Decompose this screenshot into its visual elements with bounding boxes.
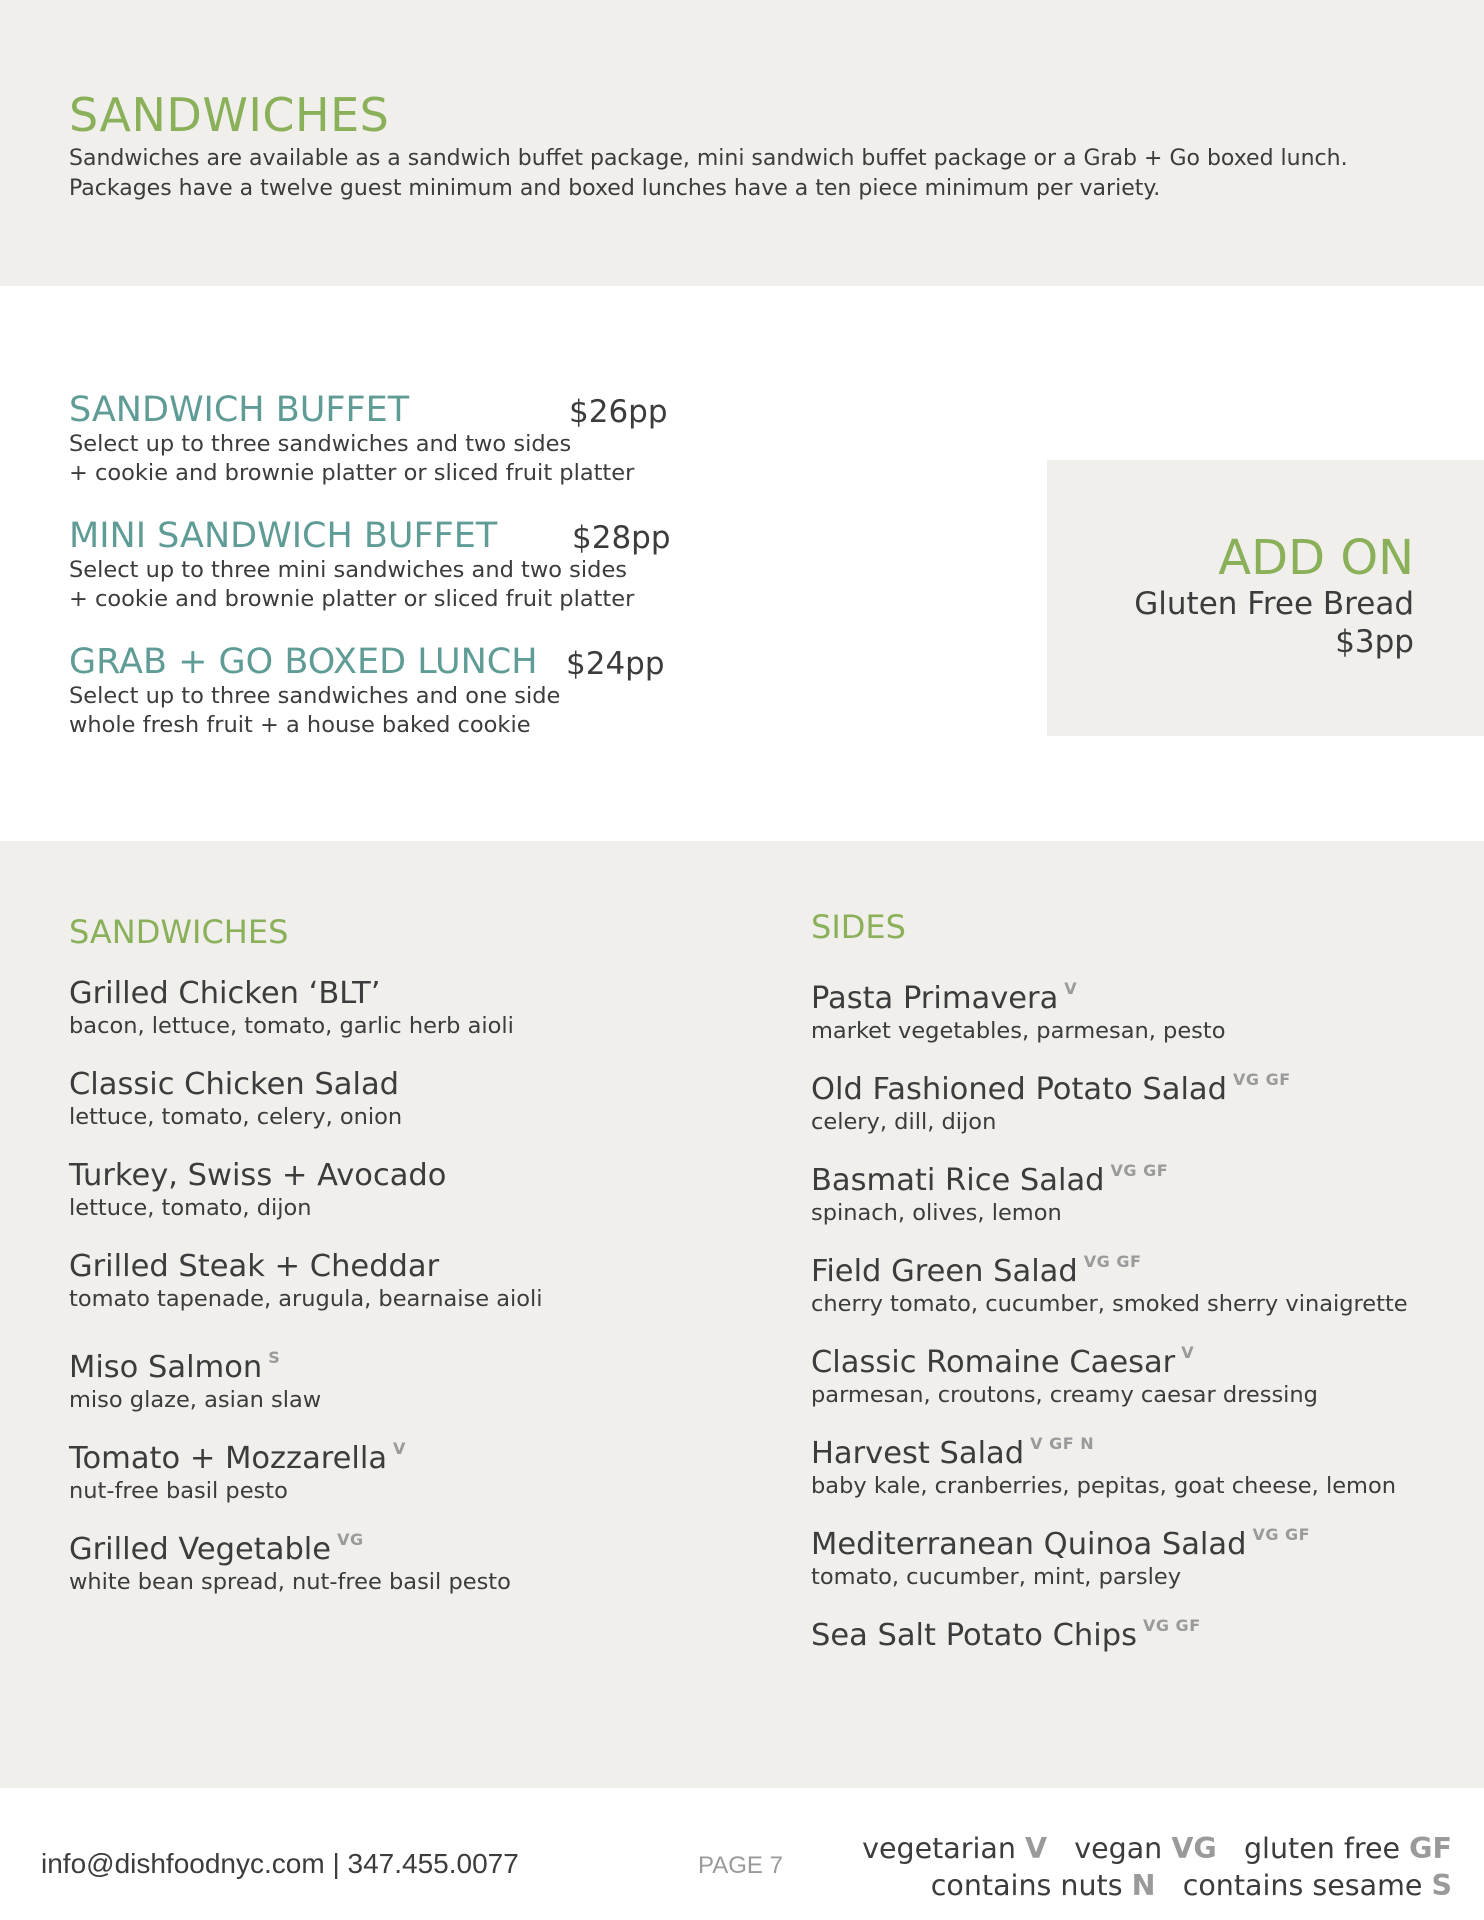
legend-code: VG bbox=[1171, 1832, 1217, 1865]
legend-label: gluten free bbox=[1243, 1832, 1401, 1865]
menu-item bbox=[69, 976, 514, 1040]
item-name: Grilled Chicken ‘BLT’ bbox=[69, 976, 381, 1011]
legend-label: contains nuts bbox=[930, 1869, 1123, 1902]
package-desc: + cookie and brownie platter or sliced fruit platter bbox=[69, 586, 635, 612]
page-number: PAGE 7 bbox=[698, 1852, 783, 1879]
page-title: SANDWICHES bbox=[69, 88, 390, 142]
package-desc: Select up to three mini sandwiches and two sides bbox=[69, 557, 628, 583]
legend-label: contains sesame bbox=[1182, 1869, 1423, 1902]
diet-tag: VG GF bbox=[1142, 1616, 1201, 1635]
diet-tag: V bbox=[393, 1439, 406, 1458]
item-name: Mediterranean Quinoa Salad bbox=[811, 1527, 1247, 1562]
item-desc: market vegetables, parmesan, pesto bbox=[811, 1018, 1226, 1044]
menu-item bbox=[811, 971, 1226, 1045]
menu-item bbox=[811, 1244, 1408, 1318]
item-desc: tomato tapenade, arugula, bearnaise aioli bbox=[69, 1286, 543, 1312]
item-desc: lettuce, tomato, celery, onion bbox=[69, 1104, 403, 1130]
package-price: $24pp bbox=[566, 646, 665, 682]
footer-contact: info@dishfoodnyc.com | 347.455.0077 bbox=[41, 1848, 519, 1879]
menu-item bbox=[811, 1426, 1396, 1500]
header-band bbox=[0, 0, 1484, 286]
addon-item: Gluten Free Bread bbox=[1134, 586, 1414, 622]
addon-title: ADD ON bbox=[1218, 530, 1414, 586]
package-price: $26pp bbox=[569, 394, 668, 430]
package-desc: + cookie and brownie platter or sliced fruit platter bbox=[69, 460, 635, 486]
item-desc: nut-free basil pesto bbox=[69, 1478, 288, 1504]
item-name: Tomato + Mozzarella bbox=[69, 1441, 388, 1476]
item-desc: cherry tomato, cucumber, smoked sherry vinaigrette bbox=[811, 1291, 1408, 1317]
legend-label: vegan bbox=[1074, 1832, 1163, 1865]
item-name: Sea Salt Potato Chips bbox=[811, 1618, 1137, 1653]
diet-tag: V bbox=[1181, 1343, 1195, 1362]
legend-label: vegetarian bbox=[862, 1832, 1016, 1865]
menu-item bbox=[69, 1158, 446, 1222]
menu-item bbox=[811, 1062, 1291, 1136]
legend-code: GF bbox=[1409, 1832, 1452, 1865]
menu-item bbox=[69, 1340, 321, 1414]
menu-item bbox=[69, 1522, 511, 1596]
package-name: SANDWICH BUFFET bbox=[69, 390, 410, 430]
menu-item bbox=[69, 1067, 402, 1131]
addon-price: $3pp bbox=[1335, 624, 1414, 660]
item-name: Basmati Rice Salad bbox=[811, 1163, 1105, 1198]
menu-item bbox=[811, 1153, 1168, 1227]
diet-tag: S bbox=[268, 1348, 281, 1367]
item-desc: bacon, lettuce, tomato, garlic herb aioli bbox=[69, 1013, 514, 1039]
diet-tag: VG GF bbox=[1252, 1525, 1311, 1544]
menu-item bbox=[69, 1249, 543, 1313]
item-desc: miso glaze, asian slaw bbox=[69, 1387, 322, 1413]
diet-tag: V bbox=[1064, 979, 1078, 998]
package-mini-sandwich-buffet bbox=[69, 516, 769, 614]
menu-item bbox=[69, 1431, 406, 1505]
package-grab-go-boxed-lunch bbox=[69, 642, 769, 740]
package-desc: Select up to three sandwiches and two sides bbox=[69, 431, 572, 457]
item-name: Miso Salmon bbox=[69, 1350, 263, 1385]
package-desc: whole fresh fruit + a house baked cookie bbox=[69, 712, 531, 738]
item-desc: spinach, olives, lemon bbox=[811, 1200, 1062, 1226]
diet-tag: VG GF bbox=[1083, 1252, 1142, 1271]
item-desc: lettuce, tomato, dijon bbox=[69, 1195, 312, 1221]
diet-tag: V GF N bbox=[1030, 1434, 1095, 1453]
legend-code: N bbox=[1131, 1869, 1156, 1902]
item-desc: celery, dill, dijon bbox=[811, 1109, 997, 1135]
item-desc: white bean spread, nut-free basil pesto bbox=[69, 1569, 511, 1595]
diet-tag: VG GF bbox=[1110, 1161, 1169, 1180]
menu-item bbox=[811, 1335, 1318, 1409]
menu-item bbox=[811, 1608, 1201, 1654]
diet-tag: VG bbox=[337, 1530, 364, 1549]
item-desc: parmesan, croutons, creamy caesar dressing bbox=[811, 1382, 1318, 1408]
package-name: MINI SANDWICH BUFFET bbox=[69, 516, 498, 556]
diet-legend bbox=[862, 1832, 1452, 1865]
diet-legend bbox=[931, 1869, 1452, 1902]
item-name: Classic Romaine Caesar bbox=[811, 1345, 1176, 1380]
item-name: Pasta Primavera bbox=[811, 981, 1059, 1016]
intro-line: Packages have a twelve guest minimum and boxed lunches have a ten piece minimum per variety. bbox=[69, 176, 1161, 201]
item-name: Old Fashioned Potato Salad bbox=[811, 1072, 1227, 1107]
intro-text bbox=[69, 144, 1449, 204]
item-name: Grilled Vegetable bbox=[69, 1532, 332, 1567]
item-name: Field Green Salad bbox=[811, 1254, 1078, 1289]
legend-code: S bbox=[1431, 1869, 1452, 1902]
package-sandwich-buffet bbox=[69, 390, 769, 488]
item-desc: baby kale, cranberries, pepitas, goat cheese, lemon bbox=[811, 1473, 1396, 1499]
item-desc: tomato, cucumber, mint, parsley bbox=[811, 1564, 1182, 1590]
diet-tag: VG GF bbox=[1232, 1070, 1291, 1089]
item-name: Classic Chicken Salad bbox=[69, 1067, 399, 1102]
sides-heading: SIDES bbox=[811, 908, 906, 946]
item-name: Turkey, Swiss + Avocado bbox=[69, 1158, 447, 1193]
package-desc: Select up to three sandwiches and one side bbox=[69, 683, 561, 709]
sandwiches-heading: SANDWICHES bbox=[69, 913, 289, 951]
legend-code: V bbox=[1024, 1832, 1048, 1865]
package-name: GRAB + GO BOXED LUNCH bbox=[69, 642, 538, 682]
item-name: Harvest Salad bbox=[811, 1436, 1025, 1471]
package-price: $28pp bbox=[572, 520, 671, 556]
item-name: Grilled Steak + Cheddar bbox=[69, 1249, 440, 1284]
intro-line: Sandwiches are available as a sandwich buffet package, mini sandwich buffet package or a Grab + Go boxed lunch. bbox=[69, 146, 1348, 171]
menu-item bbox=[811, 1517, 1310, 1591]
